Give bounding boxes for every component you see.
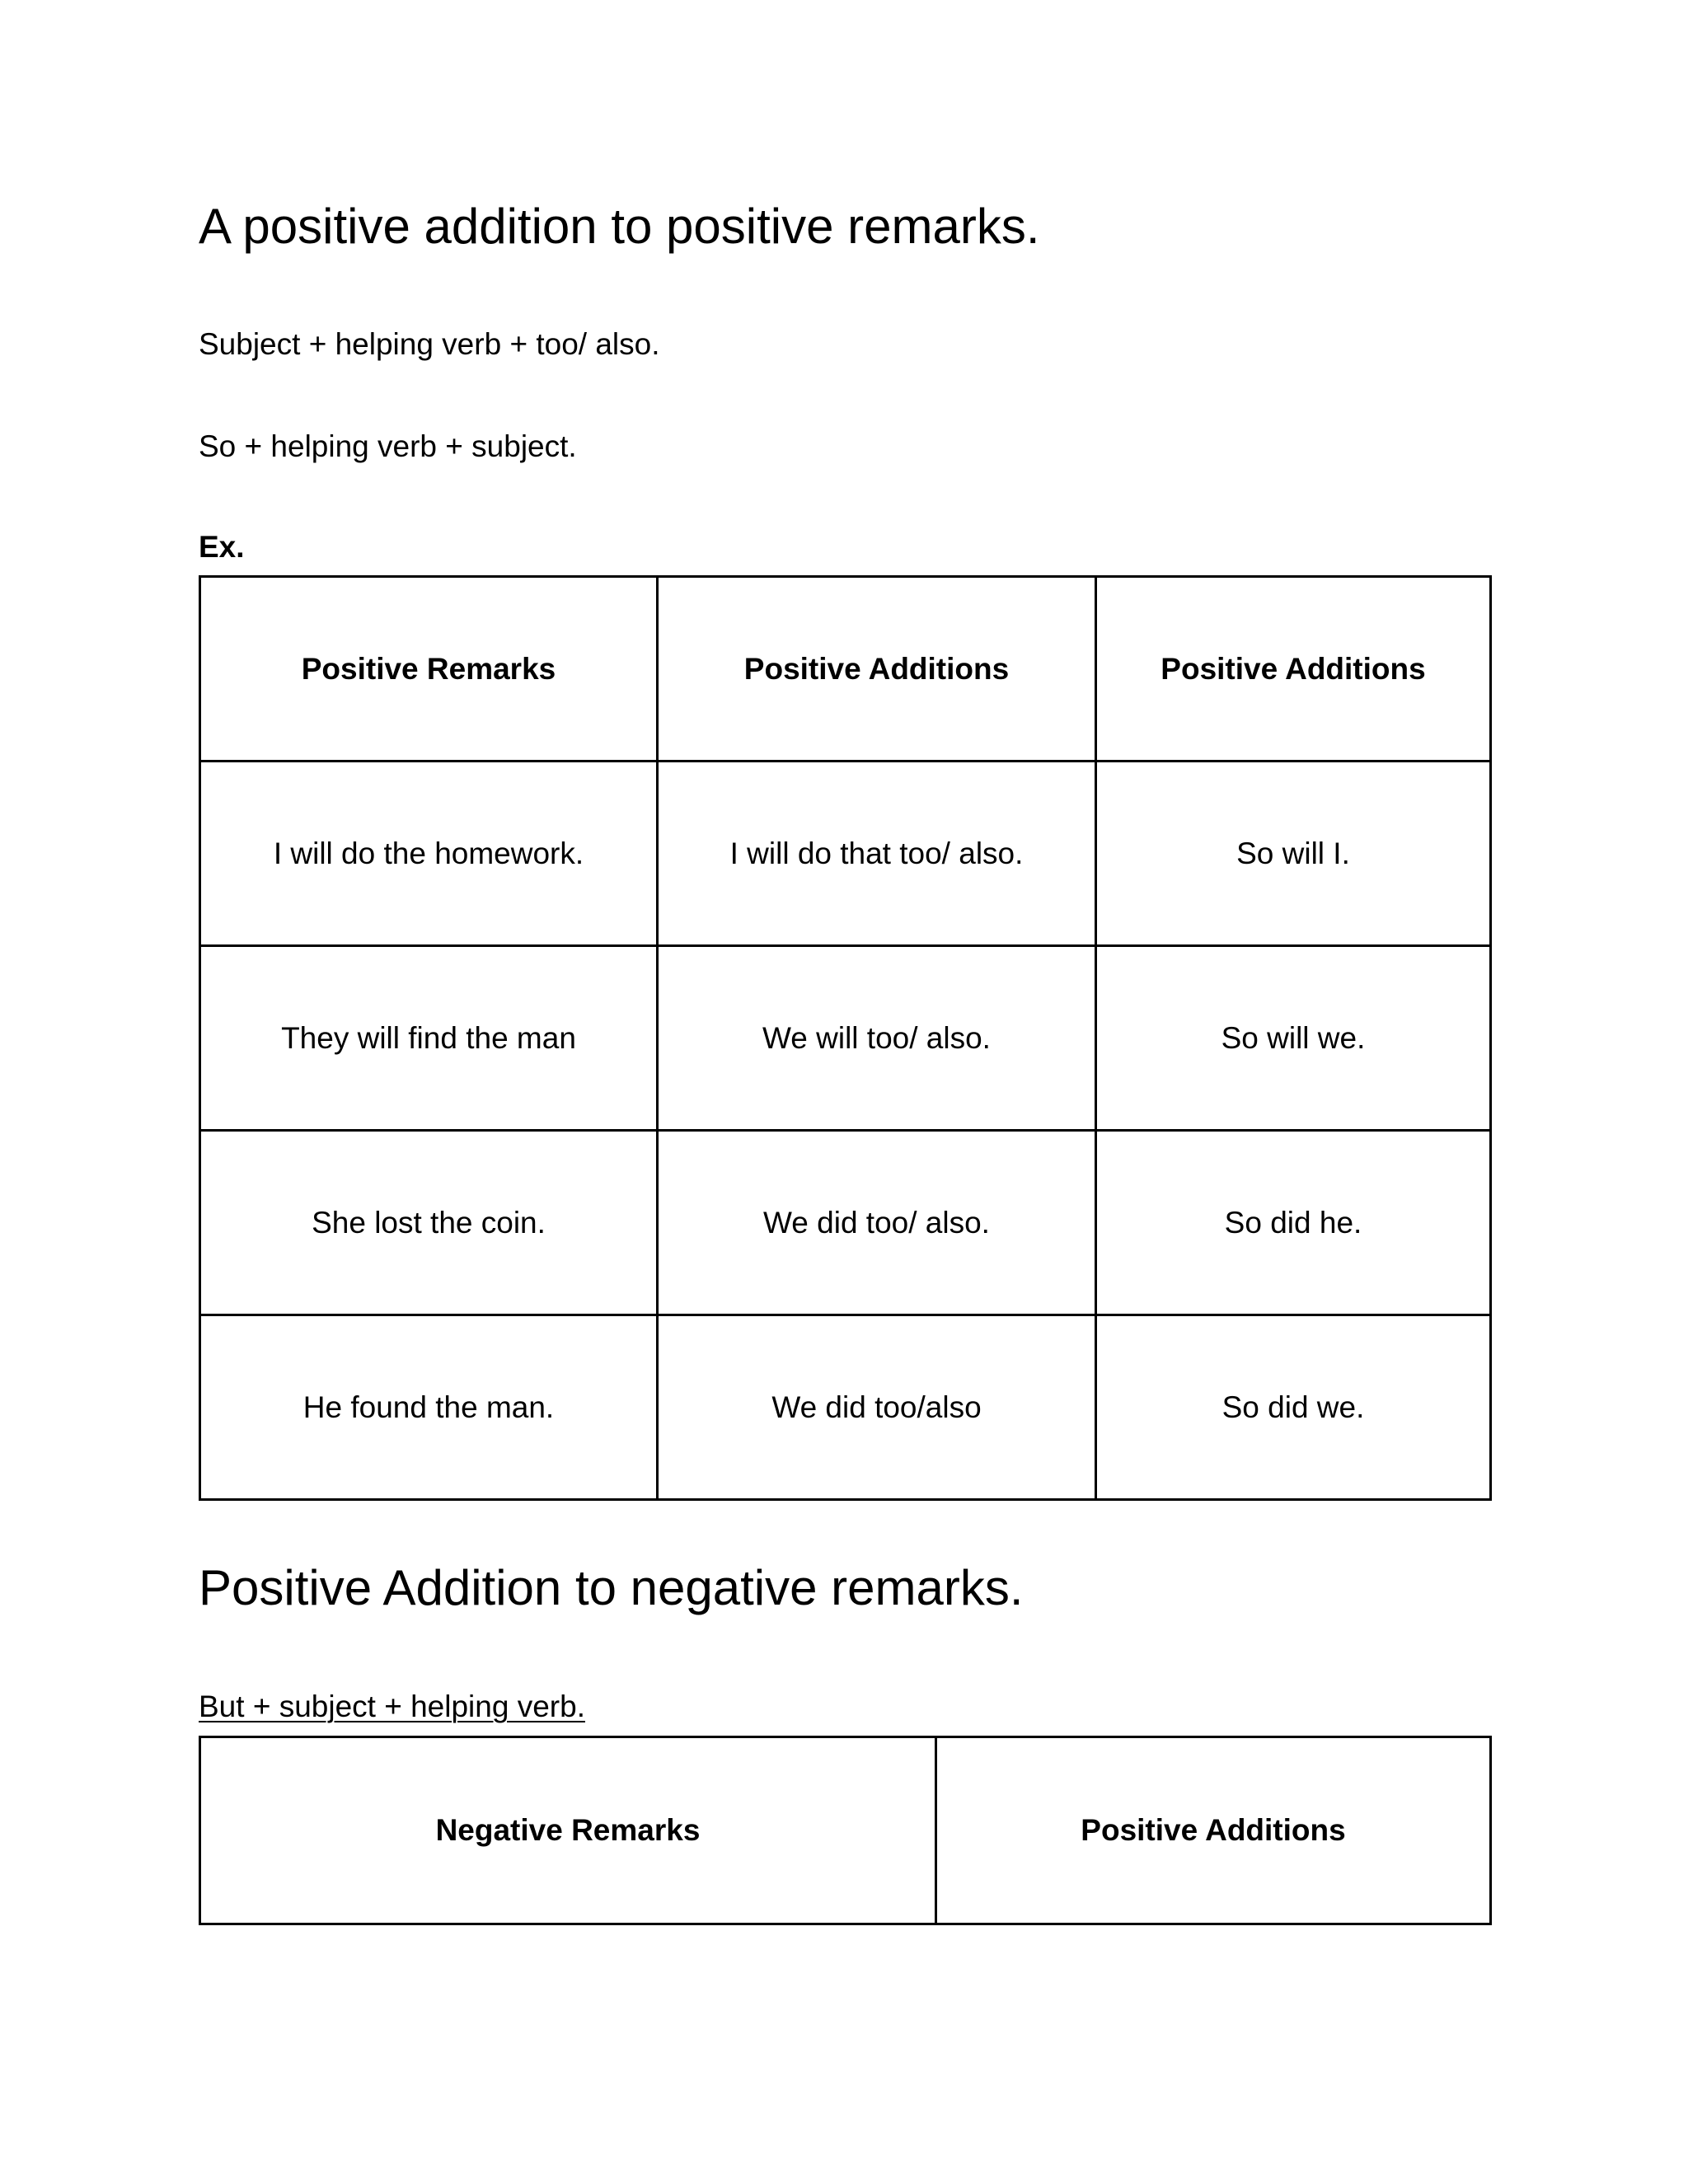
table-header-cell: Positive Remarks [200,577,658,762]
table-cell: So will I. [1096,762,1491,946]
table-cell: We did too/also [658,1315,1096,1500]
table-cell: We will too/ also. [658,946,1096,1131]
example-label: Ex. [199,530,245,564]
table-cell: So will we. [1096,946,1491,1131]
table-header-cell: Positive Additions [658,577,1096,762]
section1-heading: A positive addition to positive remarks. [199,199,1040,254]
table-cell: She lost the coin. [200,1131,658,1315]
table-header-cell: Positive Additions [1096,577,1491,762]
table-cell: I will do that too/ also. [658,762,1096,946]
formula-but: But + subject + helping verb. [199,1690,585,1723]
table-row [200,1315,1491,1500]
table-header-cell: Positive Additions [936,1737,1491,1924]
table-header-cell: Negative Remarks [200,1737,936,1924]
formula-too-also: Subject + helping verb + too/ also. [199,327,660,361]
positive-remarks-table [199,575,1492,1501]
table-cell: So did we. [1096,1315,1491,1500]
table-row [200,762,1491,946]
table-cell: I will do the homework. [200,762,658,946]
negative-remarks-table [199,1736,1492,1925]
table-cell: He found the man. [200,1315,658,1500]
table-cell: We did too/ also. [658,1131,1096,1315]
table-cell: They will find the man [200,946,658,1131]
table-row [200,946,1491,1131]
table-header-row [200,577,1491,762]
table-cell: So did he. [1096,1131,1491,1315]
table-row [200,1131,1491,1315]
table-header-row [200,1737,1491,1924]
formula-so: So + helping verb + subject. [199,429,577,463]
section2-heading: Positive Addition to negative remarks. [199,1560,1024,1615]
